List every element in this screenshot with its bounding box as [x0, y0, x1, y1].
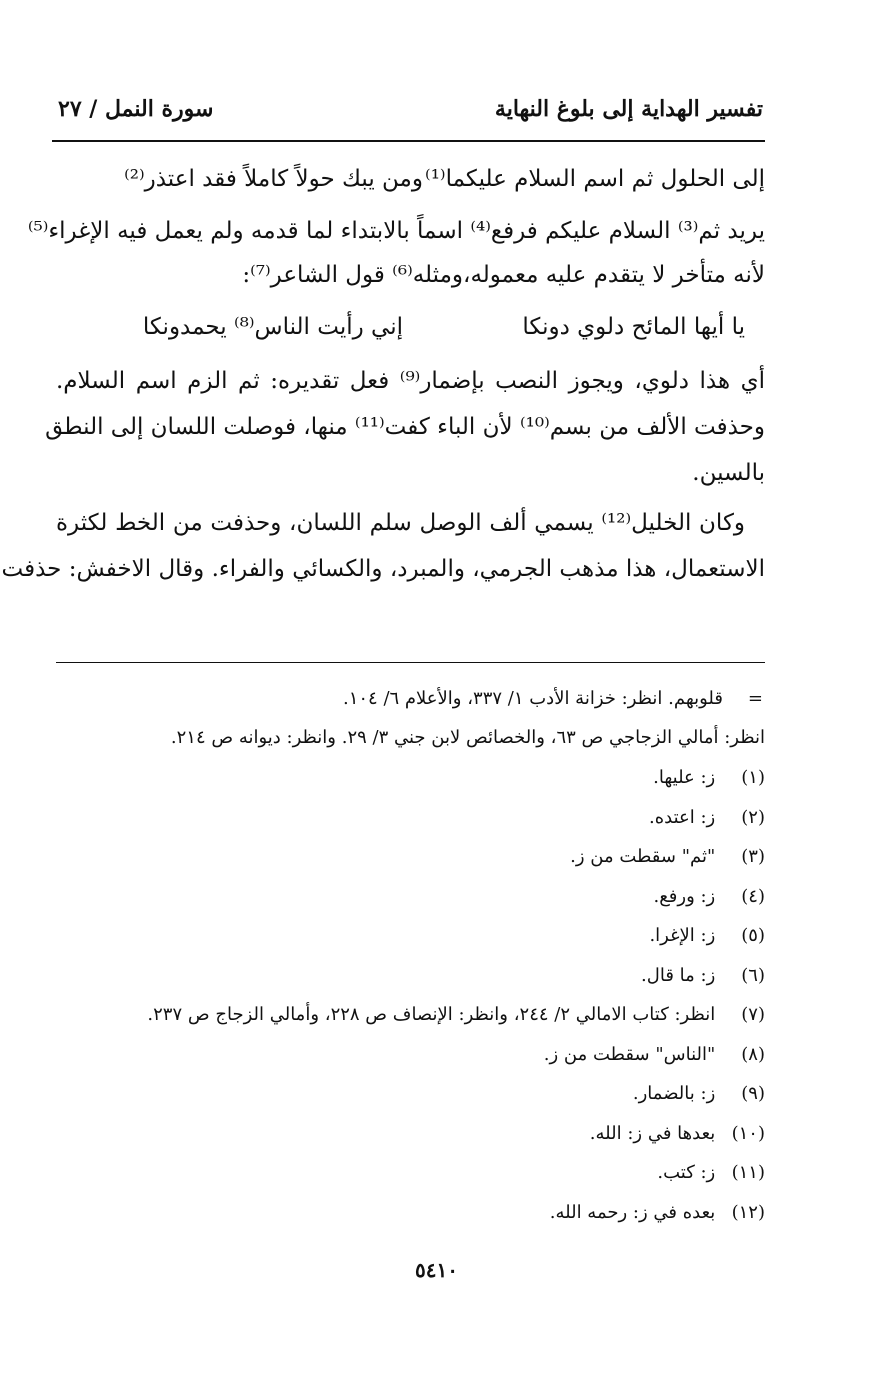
footnote-item — [641, 965, 765, 986]
footnote-number: (٧) — [741, 1004, 765, 1025]
footnote-number: (١) — [741, 767, 765, 788]
footnote-text: ز: بالضمار. — [632, 1083, 716, 1104]
footnote-item — [653, 767, 765, 788]
footnote-number: (٣) — [741, 846, 765, 867]
footnote-item — [147, 1004, 765, 1025]
footnote-number: (٥) — [741, 925, 765, 946]
footnote-rule — [56, 662, 765, 663]
footnote-number: (٨) — [741, 1044, 765, 1065]
footnote-item — [550, 1202, 765, 1223]
footnote-text: "الناس" سقطت من ز. — [543, 1044, 716, 1065]
footnote-text: ز: ورفع. — [653, 886, 716, 907]
body-line: أي هذا دلوي، ويجوز النصب بإضمار⁽⁹⁾ فعل تقديره: ثم الزم اسم السلام. — [56, 368, 765, 394]
footnote-text: ز: كتب. — [657, 1162, 716, 1183]
footnote-item — [633, 1083, 765, 1104]
footnote-number: (٤) — [741, 886, 765, 907]
body-line: وكان الخليل⁽¹²⁾ يسمي ألف الوصل سلم اللسان، وحذفت من الخط لكثرة — [56, 510, 745, 536]
surah-reference: سورة النمل / ٢٧ — [58, 96, 214, 122]
footnote-continuation-marker: = — [747, 688, 763, 709]
body-line: يريد ثم⁽³⁾ السلام عليكم فرفع⁽⁴⁾ اسماً بالابتداء لما قدمه ولم يعمل فيه الإغراء⁽⁵⁾ — [27, 218, 765, 244]
body-line: لأنه متأخر لا يتقدم عليه معموله،ومثله⁽⁶⁾ قول الشاعر⁽⁷⁾: — [242, 262, 765, 288]
body-line: الاستعمال، هذا مذهب الجرمي، والمبرد، والكسائي والفراء. وقال الاخفش: حذفت — [1, 556, 765, 582]
verse-1-second-hemistich: ومن يبك حولاً كاملاً فقد اعتذر⁽²⁾ — [124, 166, 423, 192]
footnote-item — [653, 886, 765, 907]
footnote-continuation: قلوبهم. انظر: خزانة الأدب ١/ ٣٣٧، والأعلام ٦/ ١٠٤. — [342, 688, 723, 709]
footnote-text: ز: اعتده. — [649, 807, 716, 828]
footnote-text: انظر: كتاب الامالي ٢/ ٢٤٤، وانظر: الإنصاف ص ٢٢٨، وأمالي الزجاج ص ٢٣٧. — [147, 1004, 716, 1025]
footnote-number: (٦) — [741, 965, 765, 986]
footnote-item — [570, 846, 765, 867]
header-rule — [52, 140, 765, 142]
footnote-number: (١١) — [731, 1162, 765, 1183]
verse-1-first-hemistich: إلى الحلول ثم اسم السلام عليكما⁽¹⁾ — [425, 166, 765, 192]
footnote-item — [544, 1044, 765, 1065]
footnote-text: ز: عليها. — [653, 767, 716, 788]
footnote-number: (٩) — [741, 1083, 765, 1104]
footnote-number: (١٢) — [731, 1202, 765, 1223]
verse-2-first-hemistich: يا أيها المائح دلوي دونكا — [522, 314, 745, 340]
footnote-item — [649, 925, 765, 946]
verse-2-second-hemistich: إني رأيت الناس⁽⁸⁾ يحمدونكا — [142, 314, 403, 340]
footnote-item — [590, 1123, 765, 1144]
footnote-number: (١٠) — [731, 1123, 765, 1144]
body-line: وحذفت الألف من بسم⁽¹⁰⁾ لأن الباء كفت⁽¹¹⁾ منها، فوصلت اللسان إلى النطق — [45, 414, 765, 440]
footnote-text: بعدها في ز: الله. — [589, 1123, 716, 1144]
footnote-text: بعده في ز: رحمه الله. — [549, 1202, 716, 1223]
footnote-text: ز: الإغرا. — [649, 925, 716, 946]
footnote-number: (٢) — [741, 807, 765, 828]
footnote-continuation: انظر: أمالي الزجاجي ص ٦٣، والخصائص لابن جني ٣/ ٢٩. وانظر: ديوانه ص ٢١٤. — [170, 727, 765, 748]
footnote-text: ز: ما قال. — [641, 965, 716, 986]
body-line: بالسين. — [692, 460, 765, 486]
book-title: تفسير الهداية إلى بلوغ النهاية — [494, 96, 763, 122]
page-number: ٥٤١٠ — [415, 1258, 458, 1282]
footnote-item — [657, 1162, 765, 1183]
footnote-item — [649, 807, 765, 828]
footnote-text: "ثم" سقطت من ز. — [570, 846, 716, 867]
